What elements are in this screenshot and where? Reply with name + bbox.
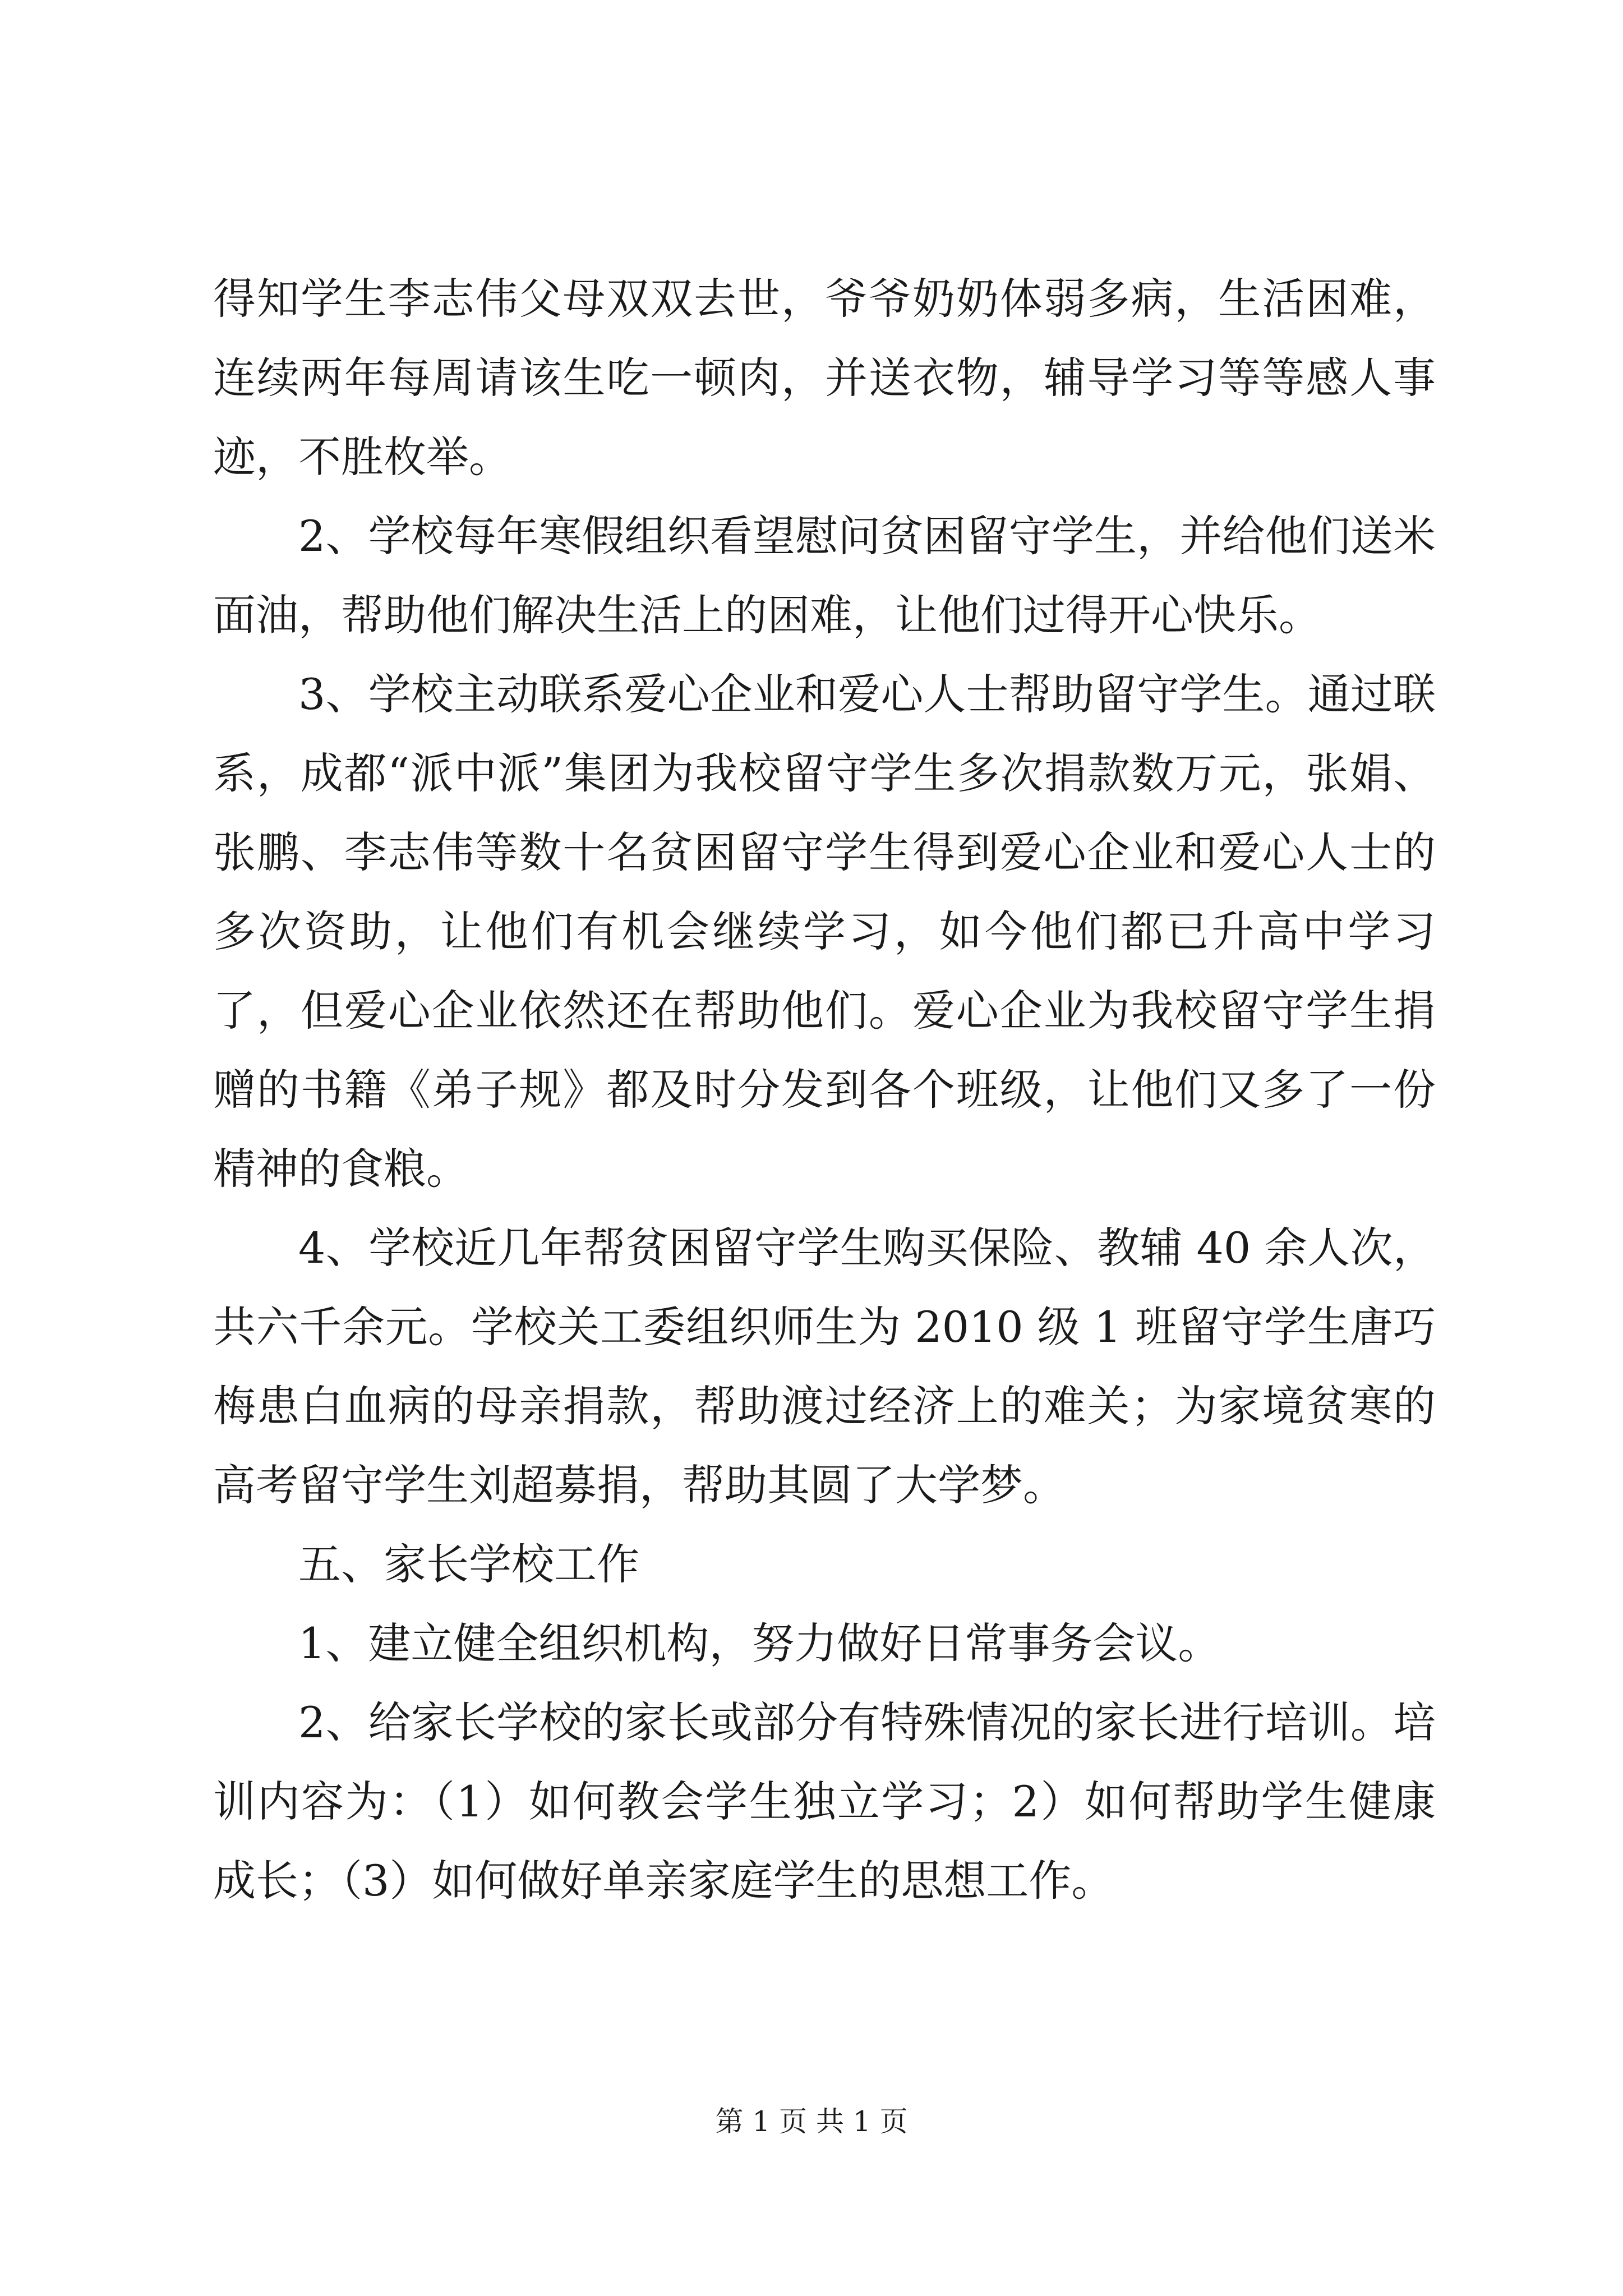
paragraph-item-2: 2、学校每年寒假组织看望慰问贫困留守学生，并给他们送米面油，帮助他们解决生活上的困难，让他们过得开心快乐。 <box>213 511 1436 640</box>
paragraph-item-1: 1、建立健全组织机构，努力做好日常事务会议。 <box>298 1618 1221 1668</box>
page-number-footer: 第 1 页 共 1 页 <box>715 2105 908 2138</box>
paragraph-item-3: 3、学校主动联系爱心企业和爱心人士帮助留守学生。通过联系，成都“派中派”集团为我校留守学生多次捐款数万元，张娟、张鹏、李志伟等数十名贫困留守学生得到爱心企业和爱心人士的多次资助，让他们有机会继续学习，如今他们都已升高中学习了，但爱心企业依然还在帮助他们。爱心企业为我校留守学生捐赠的书籍《弟子规》都及时分发到各个班级，让他们又多了一份精神的食粮。 <box>213 669 1436 1194</box>
section-heading: 五、家长学校工作 <box>298 1539 639 1589</box>
paragraph-item-4: 4、学校近几年帮贫困留守学生购买保险、教辅 40 余人次，共六千余元。学校关工委组织师生为 2010 级 1 班留守学生唐巧梅患白血病的母亲捐款，帮助渡过经济上的难关；为家境贫寒的高考留守学生刘超募捐，帮助其圆了大学梦。 <box>213 1223 1436 1510</box>
paragraph-continuation: 得知学生李志伟父母双双去世，爷爷奶奶体弱多病，生活困难，连续两年每周请该生吃一顿肉，并送衣物，辅导学习等等感人事迹，不胜枚举。 <box>213 274 1436 482</box>
paragraph-item-2-training: 2、给家长学校的家长或部分有特殊情况的家长进行培训。培训内容为：（1）如何教会学生独立学习；2）如何帮助学生健康成长；（3）如何做好单亲家庭学生的思想工作。 <box>213 1697 1436 1906</box>
document-body <box>213 259 1436 1920</box>
